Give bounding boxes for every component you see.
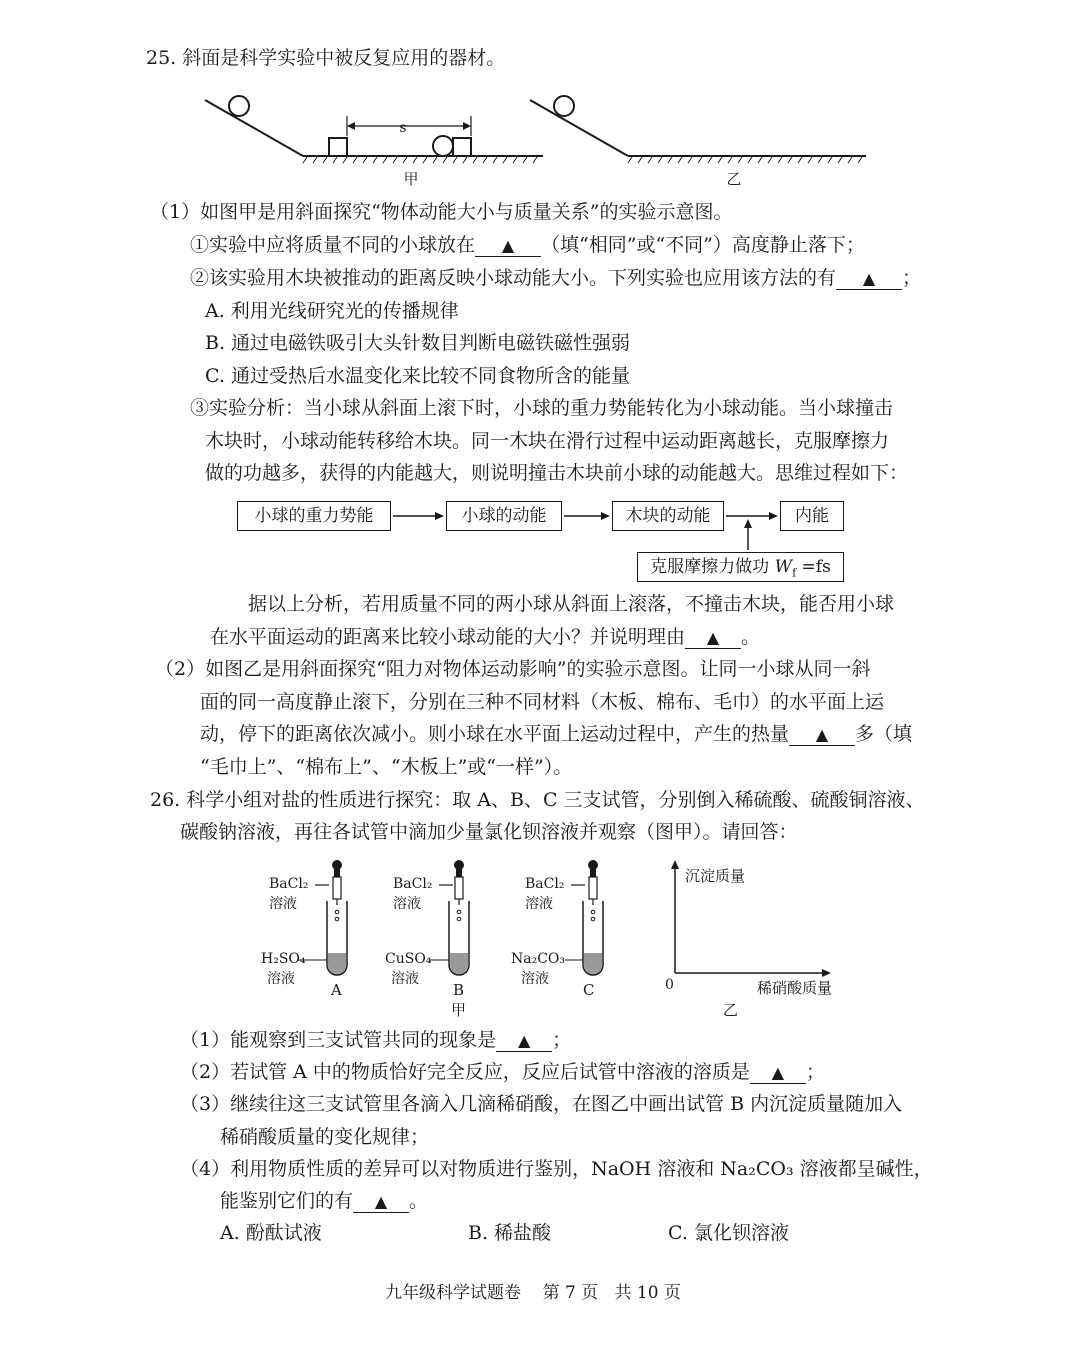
q25-option-c: C. 通过受热后水温变化来比较不同食物所含的能量	[205, 365, 630, 387]
figure-precipitate-graph	[655, 855, 855, 1025]
page-footer: 九年级科学试题卷 第 7 页 共 10 页	[385, 1283, 681, 1303]
svg-text:溶液: 溶液	[269, 896, 297, 912]
q25-part2-line3: 动，停下的距离依次减小。则小球在水平面上运动过程中，产生的热量 ▲ 多（填	[200, 723, 913, 745]
svg-text:CuSO₄: CuSO₄	[385, 951, 432, 967]
flow-arrows	[0, 0, 1080, 600]
x-axis-arrow-icon	[822, 969, 831, 977]
arrow-up-icon	[744, 519, 752, 528]
q25-option-b: B. 通过电磁铁吸引大头针数目判断电磁铁磁性强弱	[205, 332, 631, 354]
answer-blank[interactable]: ▲	[475, 235, 541, 257]
arrow-right-icon	[601, 512, 610, 520]
figure-test-tubes	[255, 855, 635, 1025]
svg-text:BaCl₂: BaCl₂	[269, 876, 309, 892]
svg-text:B: B	[453, 981, 465, 999]
svg-text:BaCl₂: BaCl₂	[525, 876, 565, 892]
q26-title-line2: 碳酸钠溶液，再往各试管中滴加少量氯化钡溶液并观察（图甲）。请回答：	[180, 821, 798, 843]
q25-part1-item3-line3: 做的功越多，获得的内能越大，则说明撞击木块前小球的动能越大。思维过程如下：	[205, 462, 909, 484]
figure-jia-caption: 甲	[403, 170, 419, 188]
svg-text:溶液: 溶液	[393, 896, 421, 912]
svg-text:溶液: 溶液	[391, 971, 419, 987]
q26-part4-line1: （4）利用物质性质的差异可以对物质进行鉴别，NaOH 溶液和 Na₂CO₃ 溶液都呈碱性，	[180, 1158, 933, 1180]
svg-text:甲: 甲	[451, 1001, 467, 1019]
q25-title: 25. 斜面是科学实验中被反复应用的器材。	[146, 47, 506, 69]
q25-option-a: A. 利用光线研究光的传播规律	[205, 300, 459, 322]
svg-text:A: A	[331, 981, 342, 999]
q26-option-c: C. 氯化钡溶液	[668, 1222, 789, 1244]
q25-part2-line2: 面的同一高度静止滚下，分别在三种不同材料（木板、棉布、毛巾）的水平面上运	[200, 691, 885, 713]
flow-box-friction-work: 克服摩擦力做功 $W_f =fs$	[637, 552, 844, 582]
answer-blank[interactable]: ▲	[789, 724, 855, 746]
q25-part1-item3-line1: ③实验分析：当小球从斜面上滚下时，小球的重力势能转化为小球动能。当小球撞击	[190, 397, 894, 419]
answer-blank[interactable]: ▲	[836, 268, 902, 290]
answer-blank[interactable]: ▲	[353, 1191, 409, 1213]
q25-part1-item3-line5: 在水平面运动的距离来比较小球动能的大小？并说明理由 ▲ 。	[210, 626, 761, 648]
q25-part1-item2: ②该实验用木块被推动的距离反映小球动能大小。下列实验也应用该方法的有 ▲ ；	[190, 267, 922, 289]
q26-part3-line1: （3）继续往这三支试管里各滴入几滴稀硝酸，在图乙中画出试管 B 内沉淀质量随加入	[180, 1093, 903, 1115]
x-axis-label: 稀硝酸质量	[757, 979, 833, 997]
y-axis-label: 沉淀质量	[685, 867, 746, 885]
flow-box-block-kinetic: 木块的动能	[612, 501, 724, 531]
svg-text:Na₂CO₃: Na₂CO₃	[511, 951, 566, 967]
test-tube-c	[511, 860, 603, 999]
q25-part2-line4: “毛巾上”、“棉布上”、“木板上”或“一样”）。	[200, 756, 573, 778]
q26-part1: （1）能观察到三支试管共同的现象是 ▲ ；	[180, 1029, 572, 1051]
page-number: 7	[565, 1283, 576, 1303]
q26-part3-line2: 稀硝酸质量的变化规律；	[220, 1126, 430, 1148]
flow-box-ball-kinetic: 小球的动能	[446, 501, 562, 531]
svg-text:溶液: 溶液	[521, 971, 549, 987]
arrow-right-icon	[435, 512, 444, 520]
test-tube-b	[385, 860, 469, 1019]
q25-part1-item3-line4: 据以上分析，若用质量不同的两小球从斜面上滚落，不撞击木块，能否用小球	[248, 593, 895, 615]
svg-text:C: C	[583, 981, 595, 999]
arrow-right-icon	[769, 512, 778, 520]
q25-part1-item1: ①实验中应将质量不同的小球放在 ▲ （填“相同”或“不同”）高度静止落下；	[190, 234, 865, 256]
graph-caption: 乙	[723, 1001, 739, 1019]
svg-text:溶液: 溶液	[267, 971, 295, 987]
total-pages: 10	[636, 1283, 659, 1303]
flow-box-internal-energy: 内能	[780, 501, 844, 531]
q26-part2: （2）若试管 A 中的物质恰好完全反应，反应后试管中溶液的溶质是 ▲ ；	[180, 1061, 825, 1083]
origin-label: 0	[665, 977, 674, 993]
q25-part1-item3-line2: 木块时，小球动能转移给木块。同一木块在滑行过程中运动距离越长，克服摩擦力	[205, 430, 890, 452]
y-axis-arrow-icon	[671, 860, 679, 869]
q26-part4-line2: 能鉴别它们的有 ▲ 。	[220, 1190, 429, 1212]
answer-blank[interactable]: ▲	[685, 627, 741, 649]
flow-box-gravitational-energy: 小球的重力势能	[237, 501, 391, 531]
distance-label: s	[399, 120, 407, 136]
svg-text:BaCl₂: BaCl₂	[393, 876, 433, 892]
svg-text:溶液: 溶液	[525, 896, 553, 912]
svg-text:H₂SO₄: H₂SO₄	[261, 951, 306, 967]
q26-option-a: A. 酚酞试液	[220, 1222, 322, 1244]
test-tube-a	[261, 860, 347, 999]
q26-option-b: B. 稀盐酸	[468, 1222, 552, 1244]
answer-blank[interactable]: ▲	[496, 1030, 552, 1052]
answer-blank[interactable]: ▲	[750, 1062, 806, 1084]
q25-part1: （1）如图甲是用斜面探究“物体动能大小与质量关系”的实验示意图。	[150, 201, 733, 223]
q25-part2-line1: （2）如图乙是用斜面探究“阻力对物体运动影响”的实验示意图。让同一小球从同一斜	[155, 658, 871, 680]
q26-title-line1: 26. 科学小组对盐的性质进行探究：取 A、B、C 三支试管，分别倒入稀硫酸、硫酸铜溶液、	[150, 789, 925, 811]
figure-yi-caption: 乙	[726, 170, 742, 188]
